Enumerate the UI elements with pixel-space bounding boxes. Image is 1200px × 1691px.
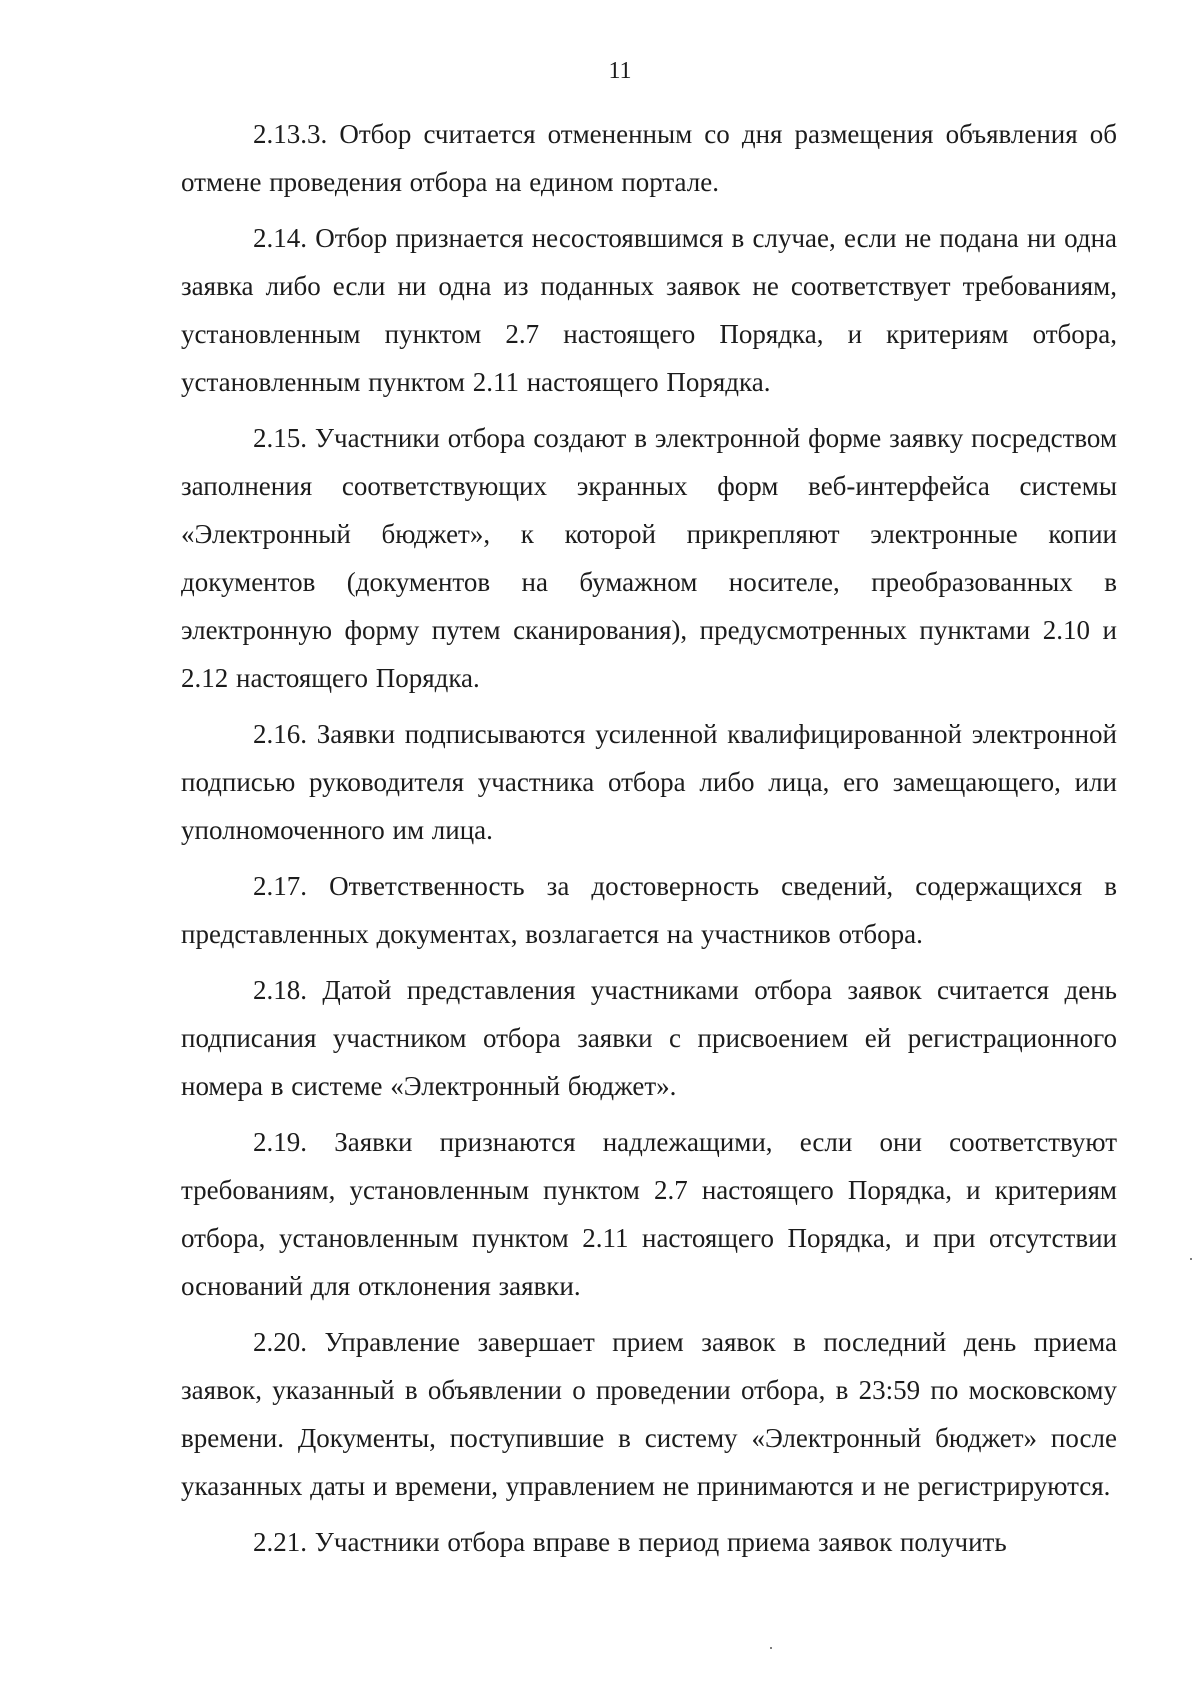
document-body <box>181 110 1117 1574</box>
page-number: 11 <box>608 58 632 84</box>
scan-speck <box>770 1647 772 1649</box>
paragraph-2-16: 2.16. Заявки подписываются усиленной квалифицированной электронной подписью руководителя участника отбора либо лица, его замещающего, или уполномоченного им лица. <box>181 719 1117 845</box>
paragraph-2-13-3: 2.13.3. Отбор считается отмененным со дня размещения объявления об отмене проведения отбора на едином портале. <box>181 119 1117 197</box>
paragraph-2-14: 2.14. Отбор признается несостоявшимся в случае, если не подана ни одна заявка либо если ни одна из поданных заявок не соответствует требованиям, установленным пунктом 2.7 настоящего Порядка, и критериям отбора, установленным пунктом 2.11 настоящего Порядка. <box>181 223 1117 397</box>
paragraph-2-18: 2.18. Датой представления участниками отбора заявок считается день подписания участником отбора заявки с присвоением ей регистрационного номера в системе «Электронный бюджет». <box>181 975 1117 1101</box>
paragraph-2-19: 2.19. Заявки признаются надлежащими, если они соответствуют требованиям, установленным пунктом 2.7 настоящего Порядка, и критериям отбора, установленным пунктом 2.11 настоящего Порядка, и при отсутствии оснований для отклонения заявки. <box>181 1127 1117 1301</box>
paragraph-2-15: 2.15. Участники отбора создают в электронной форме заявку посредством заполнения соответствующих экранных форм веб-интерфейса системы «Электронный бюджет», к которой прикрепляют электронные копии документов (документов на бумажном носителе, преобразованных в электронную форму путем сканирования), предусмотренных пунктами 2.10 и 2.12 настоящего Порядка. <box>181 423 1117 693</box>
paragraph-2-20: 2.20. Управление завершает прием заявок в последний день приема заявок, указанный в объявлении о проведении отбора, в 23:59 по московскому времени. Документы, поступившие в систему «Электронный бюджет» после указанных даты и времени, управлением не принимаются и не регистрируются. <box>181 1327 1117 1501</box>
scan-speck <box>1190 1258 1192 1260</box>
paragraph-2-21: 2.21. Участники отбора вправе в период приема заявок получить <box>253 1527 1007 1557</box>
paragraph-2-17: 2.17. Ответственность за достоверность сведений, содержащихся в представленных документах, возлагается на участников отбора. <box>181 871 1117 949</box>
